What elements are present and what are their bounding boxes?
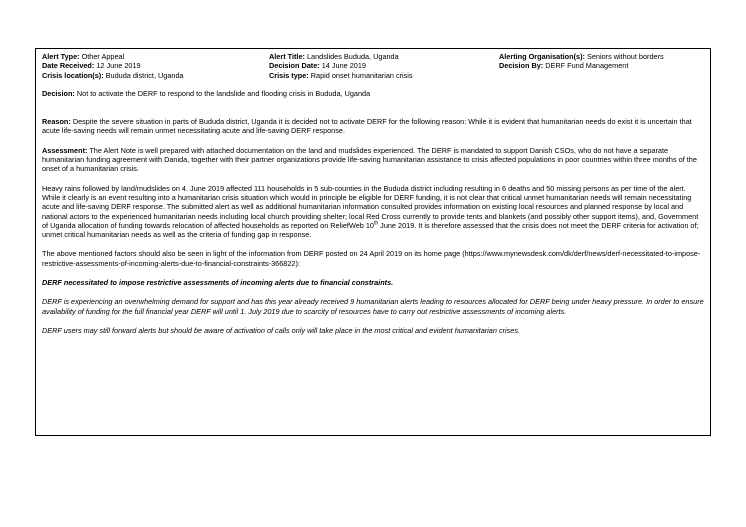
date-received-value: 12 June 2019 [96,61,141,71]
situation-paragraph [42,184,705,240]
quoted-headline: DERF necessitated to impose restrictive assessments of incoming alerts due to financial constraints. [42,278,394,288]
context-paragraph: The above mentioned factors should also be seen in light of the information from DERF posted on 24 April 2019 on its home page (https://www.mynewsdesk.com/dk/derf/news/derf-necessitated-to-impose-restrictive-assessments-of-incoming-alerts-due-to-financial-constraints-366822): [42,249,701,268]
crisis-location-value: Bududa district, Uganda [105,70,184,80]
alert-title-line [269,52,499,61]
decision-by-value: DERF Fund Management [545,61,629,71]
decision-by-line [499,61,705,70]
reason-label: Reason: [42,117,71,127]
alert-type-label: Alert Type: [42,52,80,61]
decision-paragraph [42,89,705,98]
assessment-text: The Alert Note is well prepared with attached documentation on the land and mudslides experienced. The DERF is mandated to support Danish CSOs, who do not have a separate humanitarian funding agreement with Danida, together with their partner organizations provide life-saving humanitarian assistance to crisis affected populations in poor countries within three months of the onset of a humanitarian crisis. [42,145,697,174]
alerting-org-value: Seniors without borders [586,52,664,61]
decision-date-label: Decision Date: [269,61,320,71]
crisis-type-line [269,71,499,80]
situation-text-a: Heavy rains followed by land/mudslides on 4. June 2019 affected 111 households in 5 sub-counties in the Bududa district including resulting in 6 deaths and 50 missing persons as per time of the alert. While it clearly is an event resulting into a humanitarian crisis situation which would in principle be eligible for DERF funding, it is not clear that critical unmet humanitarian needs will remain necessitating acute and life-saving DERF response. The submitted alert as well as additional humanitarian information consulted provides information on existing local resources and planned response by local and national actors to the experienced humanitarian needs including local church providing shelter; local Red Cross currently to provide tents and blankets (and possibly other support items), and, Government of Uganda allocation of funding towards relocation of affected households as reported on ReliefWeb 10 [42,183,699,230]
reason-paragraph [42,117,705,136]
alert-title-label: Alert Title: [269,52,305,61]
situation-text-b: June 2019. It is therefore assessed that the crisis does not meet the DERF criteria for activation of; unmet critical humanitarian needs as well as the criteria of funding gap in response. [42,220,699,240]
header-column-1 [42,52,269,80]
crisis-type-label: Crisis type: [269,70,309,80]
alert-title-value: Landslides Bududa, Uganda [306,52,399,61]
decision-by-label: Decision By: [499,61,544,71]
decision-text: Not to activate the DERF to respond to the landslide and flooding crisis in Bududa, Uganda [76,88,371,98]
alerting-org-label: Alerting Organisation(s): [499,52,585,61]
assessment-paragraph [42,146,705,174]
crisis-location-label: Crisis location(s): [42,70,104,80]
header-column-2 [269,52,499,80]
alert-type-value: Other Appeal [81,52,125,61]
alert-type-line [42,52,269,61]
reason-text: Despite the severe situation in parts of Bududa district, Uganda it is decided not to activate DERF for the following reason: While it is evident that humanitarian needs do exist it is uncertain that acute life-saving needs will remain unmet necessitating acute and life-saving DERF response. [42,117,692,136]
crisis-type-value: Rapid onset humanitarian crisis [310,70,413,80]
date-received-line [42,61,269,70]
alerting-org-line [499,52,705,61]
quoted-paragraph-1: DERF is experiencing an overwhelming demand for support and has this year already received 9 humanitarian alerts leading to resources allocated for DERF being under heavy pressure. In order to ensure availability of funding for the full financial year DERF will until 1. July 2019 due to scarcity of resources have to carry out restrictive assessments of incoming alerts. [42,297,704,316]
decision-date-value: 14 June 2019 [321,61,366,71]
header-grid [42,52,705,80]
assessment-label: Assessment: [42,145,88,155]
crisis-location-line [42,71,269,80]
quoted-paragraph-2: DERF users may still forward alerts but should be aware of activation of calls only will take place in the most critical and evident humanitarian crises. [42,325,521,335]
decision-box [35,48,711,436]
decision-date-line [269,61,499,70]
header-column-3 [499,52,705,80]
decision-label: Decision: [42,88,75,98]
situation-superscript: th [373,220,379,227]
date-received-label: Date Received: [42,61,95,71]
